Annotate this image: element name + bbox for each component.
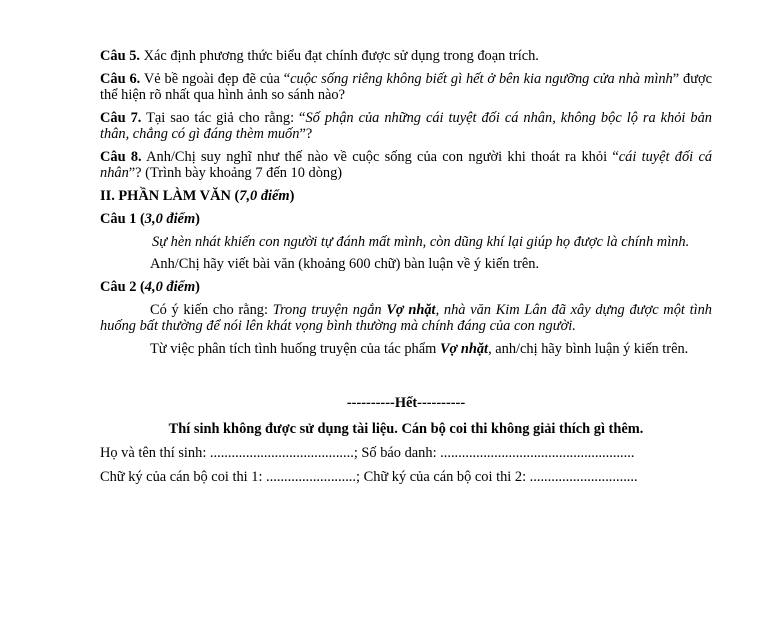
cau1-heading: [100, 211, 712, 227]
cau1-points: 3,0 điểm: [144, 211, 196, 227]
question-8: [100, 149, 712, 181]
work-title: Vợ nhặt: [439, 341, 489, 357]
question-text: Vẻ bề ngoài đẹp đẽ của “: [140, 71, 291, 87]
question-quote: cái tuyệt đối cá nhân: [100, 149, 713, 181]
question-text: ” được thể hiện rõ nhất qua hình ảnh so sánh nào?: [100, 71, 712, 103]
question-number: Câu 7.: [100, 110, 142, 126]
cau1-quote: [100, 234, 712, 250]
section-close: ): [289, 188, 295, 204]
section-label: II. PHẦN LÀM VĂN (: [100, 188, 240, 204]
question-7: [100, 110, 712, 142]
question-text: Anh/Chị suy nghĩ như thế nào về cuộc sống của con người khi thoát ra khỏi “: [141, 149, 619, 165]
signature-line: Chữ ký của cán bộ coi thi 1: .........................; Chữ ký của cán bộ coi thi 2: ..............................: [100, 469, 638, 485]
exam-page: [100, 48, 712, 485]
candidate-info-line: Họ và tên thí sinh: ........................................; Số báo danh: ......................................................: [100, 445, 635, 461]
question-quote: Số phận của những cái tuyệt đối cá nhân, không bộc lộ ra khỏi bản thân, chẳng có gì đáng thèm muốn: [100, 110, 712, 142]
question-text: ”? (Trình bày khoảng 7 đến 10 dòng): [128, 165, 343, 181]
cau2-heading: [100, 279, 712, 295]
cau2-points: 4,0 điểm: [144, 279, 196, 295]
cau2-quote-end: , nhà văn Kim Lân đã xây dựng được một tình huống bất thường để nói lên khát vọng bình thường mà chính đáng của con người.: [100, 302, 713, 334]
cau2-label: Câu 2 (: [100, 279, 145, 295]
cau2-close: ): [195, 279, 200, 295]
cau2-task-end: , anh/chị hãy bình luận ý kiến trên.: [488, 341, 689, 357]
cau2-task-start: Từ việc phân tích tình huống truyện của tác phẩm: [150, 341, 440, 357]
cau1-task: Anh/Chị hãy viết bài văn (khoảng 600 chữ) bàn luận về ý kiến trên.: [150, 256, 540, 272]
cau1-close: ): [195, 211, 200, 227]
question-6: [100, 71, 712, 103]
question-number: Câu 5.: [100, 48, 140, 64]
section-heading: [100, 188, 712, 204]
question-quote: cuộc sống riêng không biết gì hết ở bên kia ngưỡng cửa nhà mình: [290, 71, 673, 87]
cau2-intro: Có ý kiến cho rằng:: [150, 302, 273, 318]
section-points: 7,0 điểm: [239, 188, 290, 204]
cau2-prompt: [100, 302, 712, 334]
cau2-quote-start: Trong truyện ngắn: [272, 302, 387, 318]
cau1-quote-text: Sự hèn nhát khiến con người tự đánh mất mình, còn dũng khí lại giúp họ được là chính mình.: [152, 234, 690, 250]
question-5: [100, 48, 712, 64]
question-text: Tại sao tác giả cho rằng: “: [141, 110, 306, 126]
cau1-label: Câu 1 (: [100, 211, 145, 227]
question-text: Xác định phương thức biểu đạt chính được sử dụng trong đoạn trích.: [139, 48, 539, 64]
end-marker: ----------Hết----------: [346, 395, 466, 411]
cau2-task: [100, 341, 712, 357]
question-text: ”?: [299, 126, 313, 142]
question-number: Câu 6.: [100, 71, 141, 87]
exam-notice: Thí sinh không được sử dụng tài liệu. Cán bộ coi thi không giải thích gì thêm.: [168, 421, 644, 437]
work-title: Vợ nhặt: [386, 302, 436, 318]
question-number: Câu 8.: [100, 149, 142, 165]
